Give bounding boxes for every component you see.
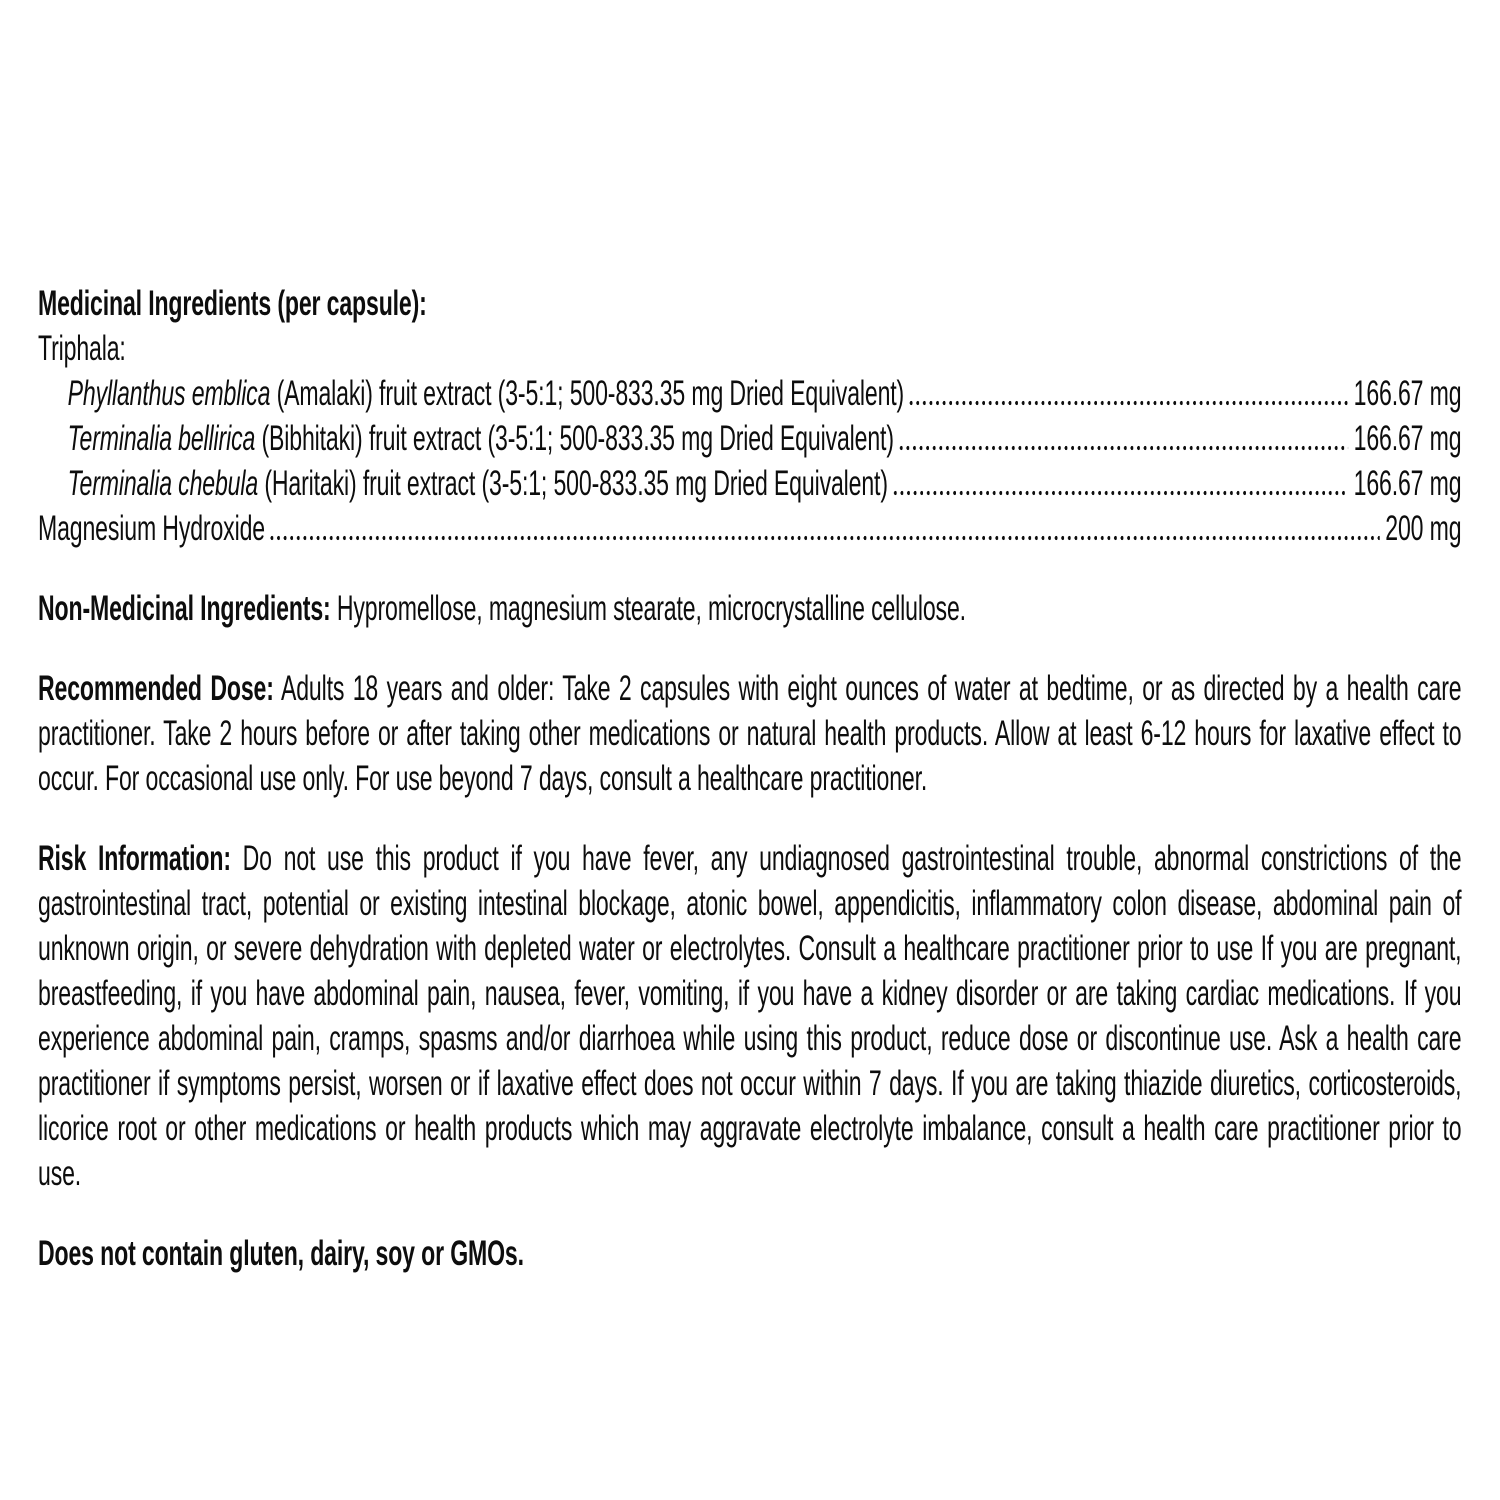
- non-medicinal-label: Non-Medicinal Ingredients:: [38, 589, 331, 628]
- allergen-statement: Does not contain gluten, dairy, soy or GMOs.: [38, 1234, 524, 1273]
- ingredient-name: [68, 461, 888, 506]
- latin-name: Phyllanthus emblica: [67, 374, 271, 413]
- ingredient-row-haritaki: [38, 461, 1461, 506]
- ingredient-amount: 166.67 mg: [1353, 419, 1462, 458]
- label-content: [38, 281, 1461, 1311]
- latin-name: Terminalia chebula: [67, 464, 259, 503]
- ingredient-row-amalaki: [38, 371, 1461, 416]
- latin-name: Terminalia bellirica: [67, 419, 256, 458]
- ingredient-name: [38, 506, 265, 551]
- risk-information-paragraph: [38, 836, 1461, 1196]
- ingredient-detail: (Amalaki) fruit extract (3-5:1; 500-833.35 mg Dried Equivalent): [270, 374, 905, 413]
- non-medicinal-paragraph: [38, 586, 1461, 631]
- recommended-dose-paragraph: [38, 666, 1461, 801]
- ingredient-row-magnesium-hydroxide: [38, 506, 1461, 551]
- ingredient-name: [68, 371, 904, 416]
- medicinal-ingredients-section: [38, 281, 1461, 551]
- non-medicinal-text: Hypromellose, magnesium stearate, microcrystalline cellulose.: [336, 589, 966, 628]
- dot-leader: [899, 445, 1348, 451]
- risk-information-text: Do not use this product if you have fever, any undiagnosed gastrointestinal trouble, abnormal constrictions of the gastrointestinal tract, potential or existing intestinal blockage, atonic bowel, appendicitis, inflammatory colon disease, abdominal pain of unknown origin, or severe dehydration with depleted water or electrolytes. Consult a healthcare practitioner prior to use If you are pregnant, breastfeeding, if you have abdominal pain, nausea, fever, vomiting, if you have a kidney disorder or are taking cardiac medications. If you experience abdominal pain, cramps, spasms and/or diarrhoea while using this product, reduce dose or discontinue use. Ask a health care practitioner if symptoms persist, worsen or if laxative effect does not occur within 7 days. If you are taking thiazide diuretics, corticosteroids, licorice root or other medications or health products which may aggravate electrolyte imbalance, consult a health care practitioner prior to use.: [38, 839, 1462, 1193]
- ingredient-detail: Magnesium Hydroxide: [38, 509, 265, 548]
- ingredient-name: [68, 416, 894, 461]
- recommended-dose-label: Recommended Dose:: [38, 669, 274, 708]
- ingredient-amount: 166.67 mg: [1353, 464, 1462, 503]
- ingredient-amount: 200 mg: [1385, 509, 1462, 548]
- triphala-group-label: Triphala:: [38, 329, 126, 368]
- ingredient-detail: (Bibhitaki) fruit extract (3-5:1; 500-833.35 mg Dried Equivalent): [255, 419, 894, 458]
- risk-information-label: Risk Information:: [38, 839, 231, 878]
- medicinal-ingredients-heading: Medicinal Ingredients (per capsule):: [38, 284, 427, 323]
- dot-leader: [909, 400, 1348, 406]
- dot-leader: [270, 535, 1380, 541]
- dot-leader: [893, 490, 1348, 496]
- ingredient-amount: 166.67 mg: [1353, 374, 1462, 413]
- ingredient-detail: (Haritaki) fruit extract (3-5:1; 500-833.35 mg Dried Equivalent): [258, 464, 888, 503]
- recommended-dose-text: Adults 18 years and older: Take 2 capsules with eight ounces of water at bedtime, or as directed by a health care practitioner. Take 2 hours before or after taking other medications or natural health products. Allow at least 6-12 hours for laxative effect to occur. For occasional use only. For use beyond 7 days, consult a healthcare practitioner.: [38, 669, 1462, 798]
- ingredient-row-bibhitaki: [38, 416, 1461, 461]
